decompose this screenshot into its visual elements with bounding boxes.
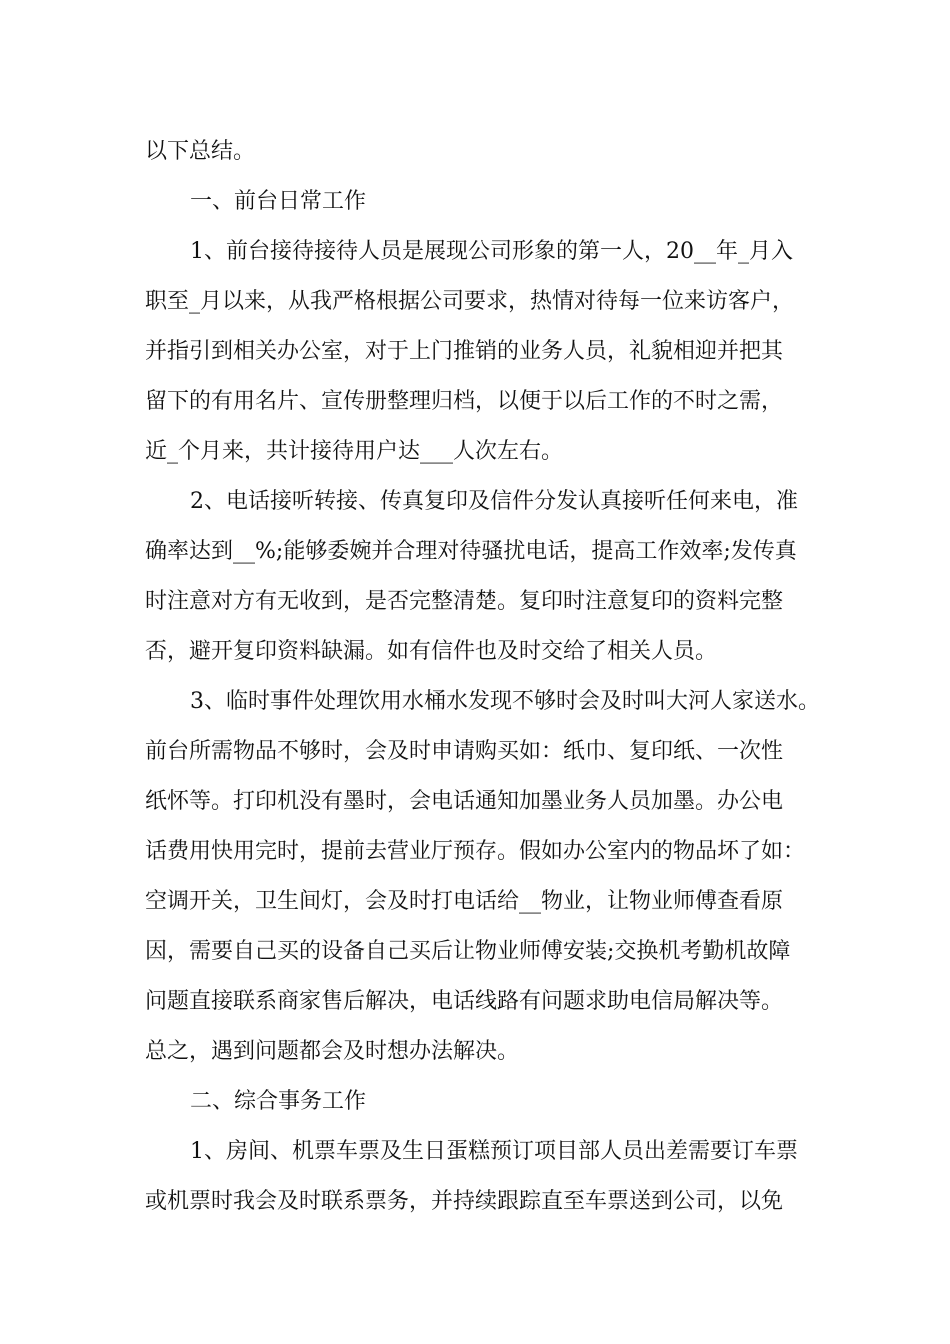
body-text-line: 或机票时我会及时联系票务，并持续跟踪直至车票送到公司，以免 (145, 1189, 784, 1214)
body-text-line: 因，需要自己买的设备自己买后让物业师傅安装;交换机考勤机故障 (145, 939, 791, 964)
body-text-line: 以下总结。 (145, 139, 256, 164)
body-text-line: 1、房间、机票车票及生日蛋糕预订项目部人员出差需要订车票 (190, 1139, 798, 1164)
body-text-line: 空调开关，卫生间灯，会及时打电话给__物业，让物业师傅查看原 (145, 889, 784, 914)
section-heading: 一、前台日常工作 (190, 189, 367, 214)
body-text-line: 并指引到相关办公室，对于上门推销的业务人员，礼貌相迎并把其 (145, 339, 784, 364)
body-text-line: 时注意对方有无收到，是否完整清楚。复印时注意复印的资料完整 (145, 589, 784, 614)
body-text-line: 留下的有用名片、宣传册整理归档，以便于以后工作的不时之需， (145, 389, 784, 414)
body-text-line: 1、前台接待接待人员是展现公司形象的第一人，20__年_月入 (190, 239, 793, 264)
body-text-line: 问题直接联系商家售后解决，电话线路有问题求助电信局解决等。 (145, 989, 784, 1014)
body-text-line: 话费用快用完时，提前去营业厅预存。假如办公室内的物品坏了如： (145, 839, 806, 864)
body-text-line: 纸怀等。打印机没有墨时，会电话通知加墨业务人员加墨。办公电 (145, 789, 784, 814)
body-text-line: 职至_月以来，从我严格根据公司要求，热情对待每一位来访客户， (145, 289, 795, 314)
body-text-line: 近_个月来，共计接待用户达___人次左右。 (145, 439, 564, 464)
body-text-line: 总之，遇到问题都会及时想办法解决。 (145, 1039, 520, 1064)
body-text-line: 2、电话接听转接、传真复印及信件分发认真接听任何来电，准 (190, 489, 798, 514)
section-heading: 二、综合事务工作 (190, 1089, 367, 1114)
body-text-line: 否，避开复印资料缺漏。如有信件也及时交给了相关人员。 (145, 639, 718, 664)
body-text-line: 前台所需物品不够时，会及时申请购买如：纸巾、复印纸、一次性 (145, 739, 784, 764)
body-text-line: 3、临时事件处理饮用水桶水发现不够时会及时叫大河人家送水。 (190, 689, 820, 714)
body-text-line: 确率达到__%;能够委婉并合理对待骚扰电话，提高工作效率;发传真 (145, 539, 797, 564)
